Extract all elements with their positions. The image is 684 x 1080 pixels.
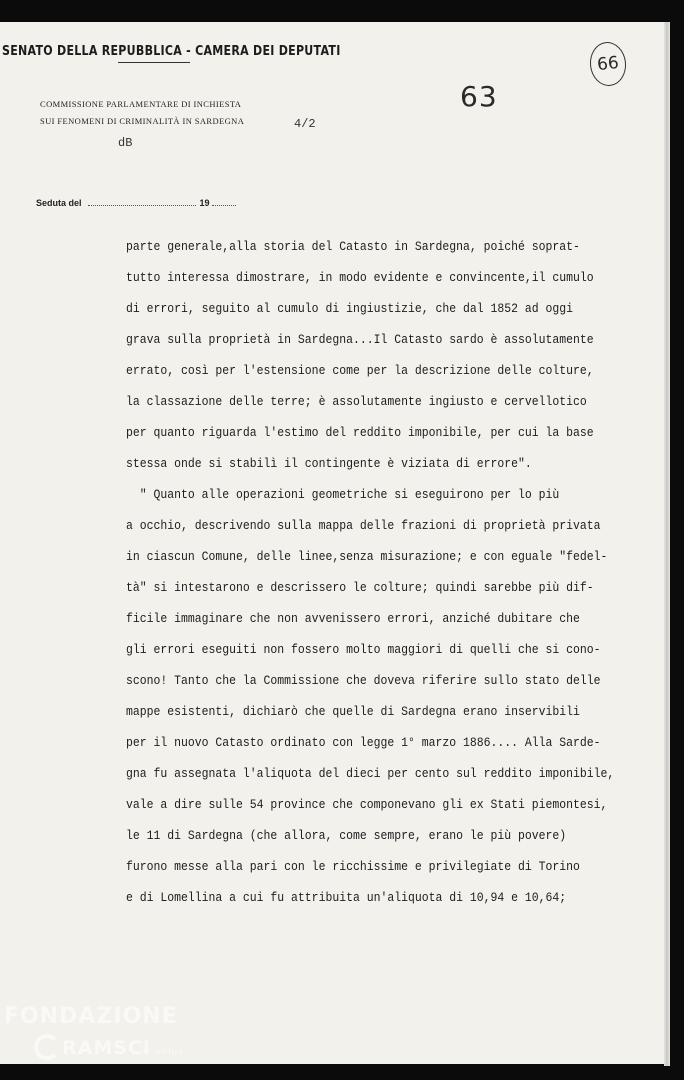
text-line: parte generale,alla storia del Catasto in Sardegna, poiché soprat- [126, 240, 580, 254]
text-line: ficile immaginare che non avvenissero errori, anziché dubitare che [126, 612, 580, 626]
seduta-date-blank [88, 205, 196, 206]
text-line: errato, così per l'estensione come per la descrizione delle colture, [126, 364, 594, 378]
handwritten-page-number: 63 [460, 80, 498, 113]
typed-body-text [126, 232, 646, 914]
watermark-line-2: RAMSCI [62, 1037, 151, 1059]
text-line: e di Lomellina a cui fu attribuita un'aliquota di 10,94 e 10,64; [126, 891, 567, 905]
text-line: in ciascun Comune, delle linee,senza misurazione; e con eguale "fedel- [126, 550, 608, 564]
text-line: tà" si intestarono e descrissero le colture; quindi sarebbe più dif- [126, 581, 594, 595]
text-line: scono! Tanto che la Commissione che doveva riferire sullo stato delle [126, 674, 601, 688]
watermark-line-1: FONDAZIONE [4, 1004, 178, 1029]
text-line: grava sulla proprietà in Sardegna...Il Catasto sardo è assolutamente [126, 333, 594, 347]
text-line: la classazione delle terre; è assolutamente ingiusto e cervellotico [126, 395, 587, 409]
text-line: " Quanto alle operazioni geometriche si eseguirono per lo più [126, 488, 560, 502]
heading-rule [118, 62, 190, 63]
text-line: a occhio, descrivendo sulla mappa delle frazioni di proprietà privata [126, 519, 601, 533]
seduta-line [36, 198, 236, 208]
text-line: mappe esistenti, dichiarò che quelle di Sardegna erano inservibili [126, 705, 580, 719]
commission-line-1: COMMISSIONE PARLAMENTARE DI INCHIESTA [40, 99, 242, 109]
text-line: di errori, seguito al cumulo di ingiustizie, che dal 1852 ad oggi [126, 302, 574, 316]
text-line: le 11 di Sardegna (che allora, come sempre, erano le più povere) [126, 829, 567, 843]
text-line: furono messe alla pari con le ricchissime e privilegiate di Torino [126, 860, 580, 874]
text-line: per il nuovo Catasto ordinato con legge 1° marzo 1886.... Alla Sarde- [126, 736, 601, 750]
page-code: 4/2 [294, 117, 316, 131]
institution-heading: SENATO DELLA REPUBBLICA - CAMERA DEI DEPUTATI [2, 44, 341, 59]
text-line: per quanto riguarda l'estimo del reddito imponibile, per cui la base [126, 426, 594, 440]
circled-number-text: 66 [596, 52, 620, 76]
commission-line-2: SUI FENOMENI DI CRIMINALITÀ IN SARDEGNA [40, 116, 245, 126]
text-line: vale a dire sulle 54 province che componevano gli ex Stati piemontesi, [126, 798, 608, 812]
seduta-year-prefix: 19 [199, 198, 210, 208]
text-line: gli errori eseguiti non fossero molto maggiori di quelli che si cono- [126, 643, 601, 657]
seduta-year-blank [212, 205, 236, 206]
text-line: gna fu assegnata l'aliquota del dieci per cento sul reddito imponibile, [126, 767, 615, 781]
text-line: stessa onde si stabilì il contingente è viziata di errore". [126, 457, 532, 471]
seduta-label: Seduta del [36, 198, 82, 208]
page-edge [664, 22, 670, 1066]
text-line: tutto interessa dimostrare, in modo evidente e convincente,il cumulo [126, 271, 594, 285]
watermark-suffix: onlus [154, 1047, 185, 1057]
typist-initials: dB [118, 136, 133, 150]
